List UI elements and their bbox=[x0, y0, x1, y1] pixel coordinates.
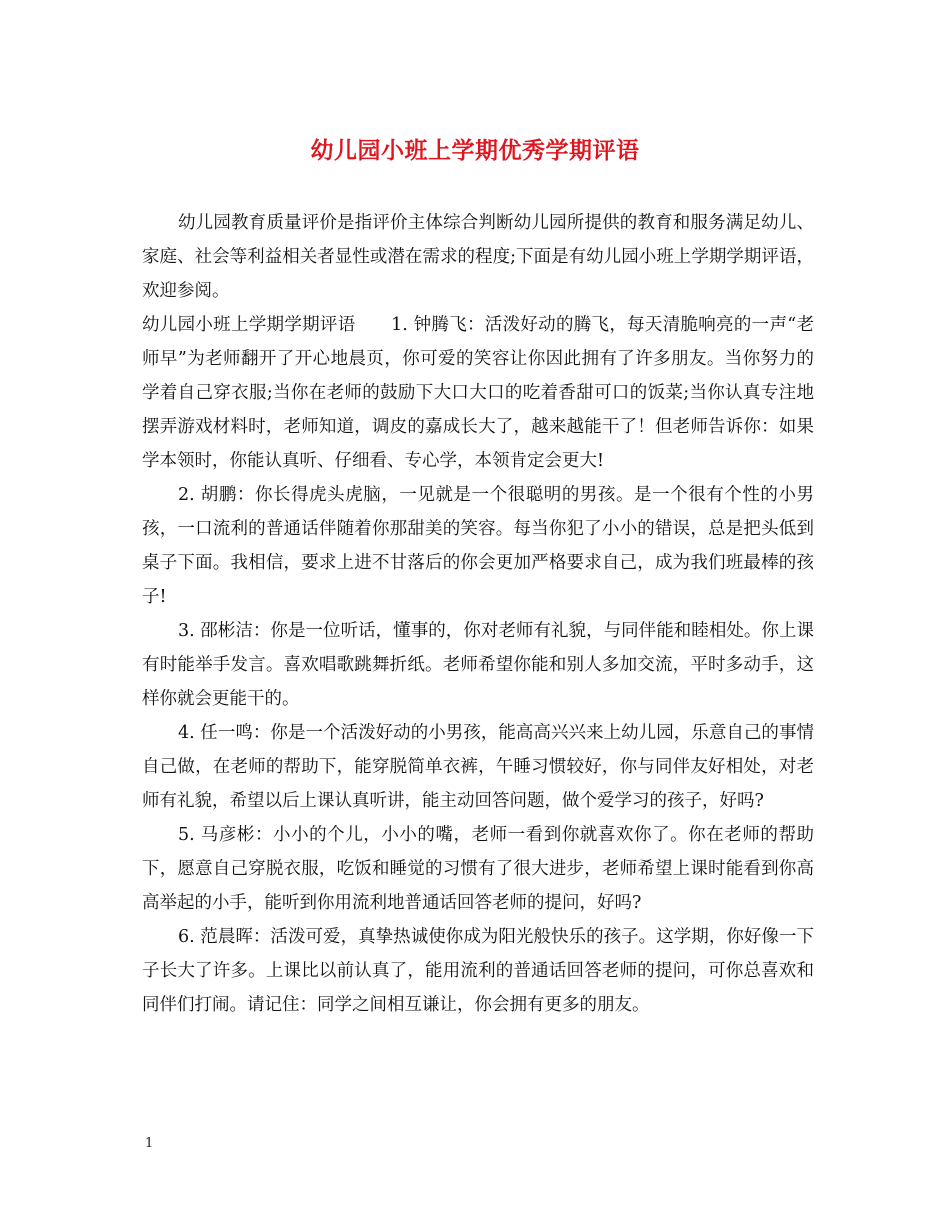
comment-paragraph-5: 5. 马彦彬：小小的个儿，小小的嘴，老师一看到你就喜欢你了。你在老师的帮助下，愿意自己穿脱衣服，吃饭和睡觉的习惯有了很大进步，老师希望上课时能看到你高高举起的小手，能听到你用流利地普通话回答老师的提问，好吗? bbox=[142, 825, 814, 913]
page-number: 1 bbox=[145, 1136, 154, 1151]
comment-paragraph-6: 6. 范晨晖：活泼可爱，真挚热诚使你成为阳光般快乐的孩子。这学期，你好像一下子长大了许多。上课比以前认真了，能用流利的普通话回答老师的提问，可你总喜欢和同伴们打闹。请记住：同学之间相互谦让，你会拥有更多的朋友。 bbox=[142, 927, 814, 1015]
document-title: 幼儿园小班上学期优秀学期评语 bbox=[310, 137, 640, 164]
comment-paragraph-4: 4. 任一鸣：你是一个活泼好动的小男孩，能高高兴兴来上幼儿园，乐意自己的事情自己做，在老师的帮助下，能穿脱简单衣裤，午睡习惯较好，你与同伴友好相处，对老师有礼貌，希望以后上课认真听讲，能主动回答问题，做个爱学习的孩子，好吗? bbox=[142, 723, 814, 811]
intro-paragraph: 幼儿园教育质量评价是指评价主体综合判断幼儿园所提供的教育和服务满足幼儿、家庭、社会等利益相关者显性或潜在需求的程度;下面是有幼儿园小班上学期学期评语，欢迎参阅。 bbox=[142, 213, 814, 301]
comment-paragraph-2: 2. 胡鹏：你长得虎头虎脑，一见就是一个很聪明的男孩。是一个很有个性的小男孩，一口流利的普通话伴随着你那甜美的笑容。每当你犯了小小的错误，总是把头低到桌子下面。我相信，要求上进不甘落后的你会更加严格要求自己，成为我们班最棒的孩子! bbox=[142, 485, 814, 607]
comment-paragraph-1: 幼儿园小班上学期学期评语 1. 钟腾飞：活泼好动的腾飞，每天清脆响亮的一声“老师早”为老师翻开了开心地晨页，你可爱的笑容让你因此拥有了许多朋友。当你努力的学着自己穿衣服;当你在老师的鼓励下大口大口的吃着香甜可口的饭菜;当你认真专注地摆弄游戏材料时，老师知道，调皮的嘉成长大了，越来越能干了！但老师告诉你：如果学本领时，你能认真听、仔细看、专心学，本领肯定会更大! bbox=[142, 315, 814, 471]
document-body bbox=[142, 206, 814, 1022]
comment-paragraph-3: 3. 邵彬洁：你是一位听话，懂事的，你对老师有礼貌，与同伴能和睦相处。你上课有时能举手发言。喜欢唱歌跳舞折纸。老师希望你能和别人多加交流，平时多动手，这样你就会更能干的。 bbox=[142, 621, 814, 709]
